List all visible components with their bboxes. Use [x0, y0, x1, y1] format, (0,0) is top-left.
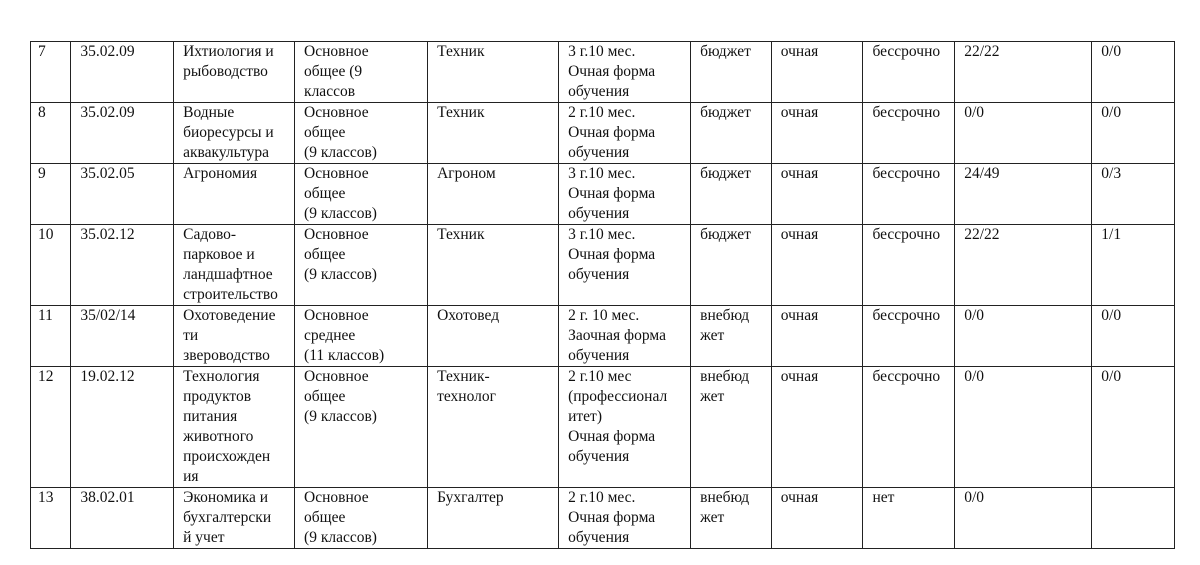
table-row: [31, 367, 1175, 488]
row-number-cell: 9: [31, 164, 71, 225]
study-term-cell: 2 г.10 мес (профессионал итет) Очная форма обучения: [559, 367, 691, 488]
study-mode-cell: очная: [771, 488, 863, 549]
table-row: [31, 488, 1175, 549]
specialty-code-cell: 35.02.12: [71, 225, 174, 306]
row-number-cell: 13: [31, 488, 71, 549]
count-secondary-cell: 0/0: [1092, 306, 1175, 367]
specialty-name-cell: Водные биоресурсы и аквакультура: [174, 103, 295, 164]
specialty-code-cell: 35.02.05: [71, 164, 174, 225]
education-basis-cell: Основное общее (9 классов: [295, 42, 428, 103]
study-term-cell: 3 г.10 мес. Очная форма обучения: [559, 42, 691, 103]
study-mode-cell: очная: [771, 225, 863, 306]
study-term-cell: 3 г.10 мес. Очная форма обучения: [559, 225, 691, 306]
specialty-code-cell: 38.02.01: [71, 488, 174, 549]
specialty-name-cell: Охотоведение ти звероводство: [174, 306, 295, 367]
validity-cell: бессрочно: [863, 42, 955, 103]
study-term-cell: 2 г.10 мес. Очная форма обучения: [559, 488, 691, 549]
count-primary-cell: 0/0: [955, 488, 1092, 549]
qualification-cell: Техник: [428, 103, 559, 164]
count-secondary-cell: 1/1: [1092, 225, 1175, 306]
count-secondary-cell: 0/3: [1092, 164, 1175, 225]
specialty-code-cell: 35/02/14: [71, 306, 174, 367]
count-secondary-cell: 0/0: [1092, 103, 1175, 164]
study-mode-cell: очная: [771, 367, 863, 488]
validity-cell: бессрочно: [863, 225, 955, 306]
table-body: [31, 42, 1175, 549]
education-basis-cell: Основное среднее (11 классов): [295, 306, 428, 367]
row-number-cell: 12: [31, 367, 71, 488]
specialty-name-cell: Технология продуктов питания животного происхожден ия: [174, 367, 295, 488]
row-number-cell: 8: [31, 103, 71, 164]
study-mode-cell: очная: [771, 306, 863, 367]
validity-cell: бессрочно: [863, 367, 955, 488]
table-row: [31, 164, 1175, 225]
count-primary-cell: 0/0: [955, 306, 1092, 367]
row-number-cell: 7: [31, 42, 71, 103]
funding-cell: внебюд жет: [691, 488, 772, 549]
specialty-name-cell: Садово- парковое и ландшафтное строительство: [174, 225, 295, 306]
funding-cell: бюджет: [691, 103, 772, 164]
qualification-cell: Бухгалтер: [428, 488, 559, 549]
education-basis-cell: Основное общее (9 классов): [295, 225, 428, 306]
count-primary-cell: 24/49: [955, 164, 1092, 225]
study-mode-cell: очная: [771, 164, 863, 225]
table-row: [31, 306, 1175, 367]
validity-cell: бессрочно: [863, 306, 955, 367]
qualification-cell: Техник: [428, 42, 559, 103]
specialty-name-cell: Агрономия: [174, 164, 295, 225]
row-number-cell: 11: [31, 306, 71, 367]
count-primary-cell: 0/0: [955, 103, 1092, 164]
study-term-cell: 2 г.10 мес. Очная форма обучения: [559, 103, 691, 164]
study-mode-cell: очная: [771, 42, 863, 103]
table-row: [31, 225, 1175, 306]
count-primary-cell: 22/22: [955, 42, 1092, 103]
education-basis-cell: Основное общее (9 классов): [295, 164, 428, 225]
funding-cell: внебюд жет: [691, 367, 772, 488]
validity-cell: бессрочно: [863, 103, 955, 164]
funding-cell: бюджет: [691, 42, 772, 103]
qualification-cell: Охотовед: [428, 306, 559, 367]
qualification-cell: Агроном: [428, 164, 559, 225]
validity-cell: бессрочно: [863, 164, 955, 225]
specialty-name-cell: Экономика и бухгалтерски й учет: [174, 488, 295, 549]
qualification-cell: Техник: [428, 225, 559, 306]
education-basis-cell: Основное общее (9 классов): [295, 103, 428, 164]
row-number-cell: 10: [31, 225, 71, 306]
funding-cell: внебюд жет: [691, 306, 772, 367]
count-primary-cell: 22/22: [955, 225, 1092, 306]
validity-cell: нет: [863, 488, 955, 549]
funding-cell: бюджет: [691, 225, 772, 306]
table-row: [31, 103, 1175, 164]
specialty-code-cell: 19.02.12: [71, 367, 174, 488]
study-term-cell: 2 г. 10 мес. Заочная форма обучения: [559, 306, 691, 367]
study-term-cell: 3 г.10 мес. Очная форма обучения: [559, 164, 691, 225]
table-row: [31, 42, 1175, 103]
specialty-code-cell: 35.02.09: [71, 103, 174, 164]
count-primary-cell: 0/0: [955, 367, 1092, 488]
study-mode-cell: очная: [771, 103, 863, 164]
count-secondary-cell: 0/0: [1092, 42, 1175, 103]
education-basis-cell: Основное общее (9 классов): [295, 367, 428, 488]
count-secondary-cell: [1092, 488, 1175, 549]
count-secondary-cell: 0/0: [1092, 367, 1175, 488]
specialty-name-cell: Ихтиология и рыбоводство: [174, 42, 295, 103]
education-basis-cell: Основное общее (9 классов): [295, 488, 428, 549]
specialty-code-cell: 35.02.09: [71, 42, 174, 103]
programs-table: [30, 41, 1175, 549]
funding-cell: бюджет: [691, 164, 772, 225]
qualification-cell: Техник- технолог: [428, 367, 559, 488]
document-page: [30, 41, 1175, 549]
